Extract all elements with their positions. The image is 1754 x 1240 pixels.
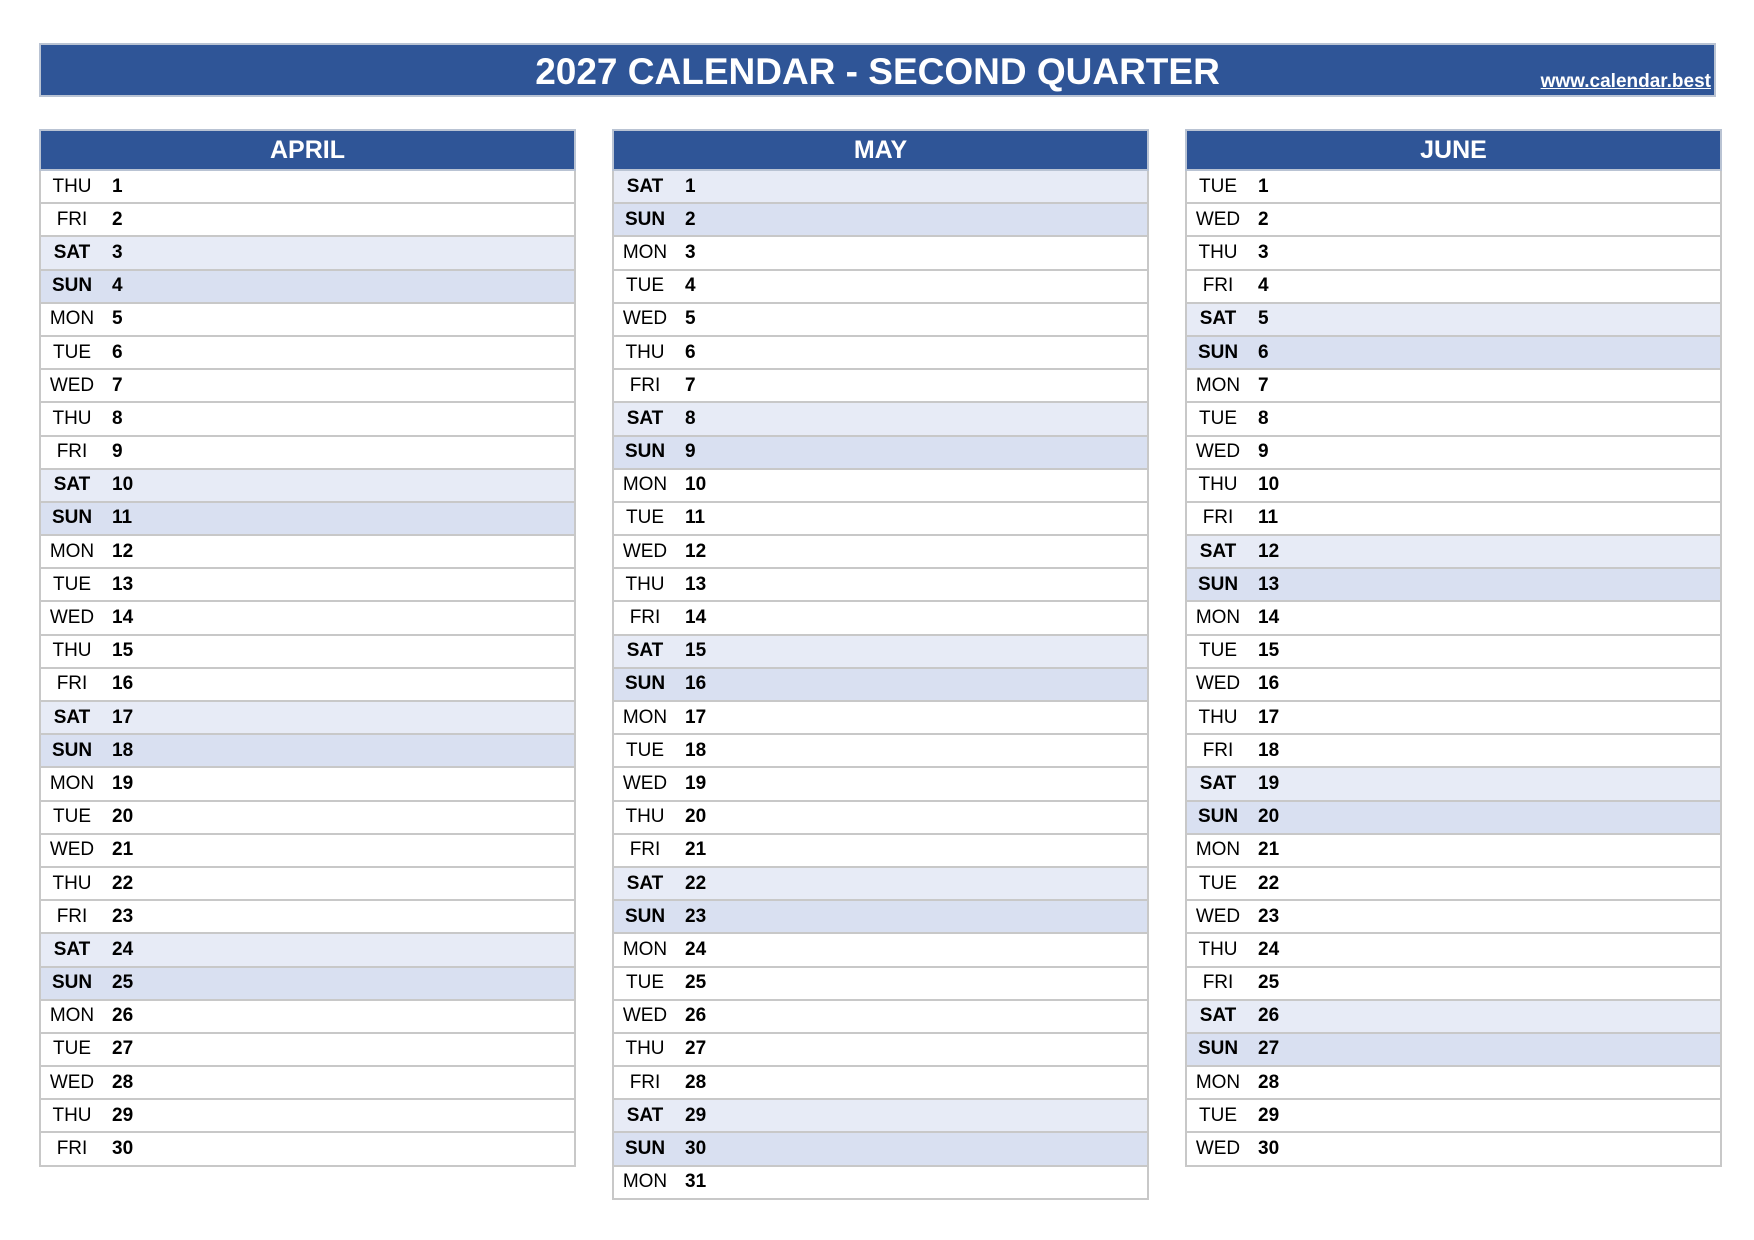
day-of-week: THU	[1198, 938, 1238, 960]
day-of-week: TUE	[1199, 1104, 1237, 1126]
day-number: 25	[1258, 972, 1280, 994]
day-row	[612, 304, 1149, 337]
day-of-week: SUN	[1197, 341, 1239, 363]
day-row	[39, 271, 576, 304]
day-row	[39, 237, 576, 270]
day-row	[612, 868, 1149, 901]
day-row	[1185, 669, 1722, 702]
day-of-week: THU	[52, 175, 92, 197]
day-row	[612, 735, 1149, 768]
day-row	[39, 669, 576, 702]
day-number: 28	[1258, 1071, 1280, 1093]
day-row	[39, 437, 576, 470]
day-number: 18	[1258, 739, 1280, 761]
day-of-week: FRI	[629, 374, 661, 396]
day-row	[1185, 1067, 1722, 1100]
day-number: 3	[1258, 241, 1269, 263]
day-row	[612, 835, 1149, 868]
day-row	[612, 636, 1149, 669]
day-of-week: SAT	[626, 640, 664, 662]
day-row	[1185, 702, 1722, 735]
day-number: 4	[685, 275, 696, 297]
day-number: 19	[1258, 772, 1280, 794]
day-of-week: FRI	[1202, 275, 1234, 297]
day-of-week: WED	[1195, 905, 1241, 927]
day-of-week: SAT	[1199, 540, 1237, 562]
day-row	[39, 835, 576, 868]
day-of-week: WED	[1195, 441, 1241, 463]
day-row	[39, 735, 576, 768]
day-number: 29	[1258, 1104, 1280, 1126]
day-of-week: SUN	[1197, 1038, 1239, 1060]
day-row	[1185, 835, 1722, 868]
day-row	[1185, 204, 1722, 237]
day-of-week: THU	[625, 806, 665, 828]
day-number: 26	[1258, 1005, 1280, 1027]
day-number: 17	[112, 706, 134, 728]
day-row	[39, 370, 576, 403]
day-row	[39, 636, 576, 669]
day-number: 1	[1258, 175, 1269, 197]
day-of-week: FRI	[56, 673, 88, 695]
day-of-week: TUE	[53, 573, 91, 595]
day-row	[612, 204, 1149, 237]
day-row	[1185, 569, 1722, 602]
day-number: 12	[1258, 540, 1280, 562]
day-of-week: FRI	[1202, 972, 1234, 994]
day-of-week: TUE	[53, 1038, 91, 1060]
day-of-week: SUN	[624, 1138, 666, 1160]
day-number: 23	[685, 905, 707, 927]
day-number: 6	[1258, 341, 1269, 363]
day-of-week: THU	[1198, 706, 1238, 728]
day-row	[39, 569, 576, 602]
day-number: 5	[112, 308, 123, 330]
day-row	[1185, 602, 1722, 635]
day-number: 16	[685, 673, 707, 695]
day-number: 10	[112, 474, 134, 496]
day-of-week: WED	[622, 308, 668, 330]
day-row	[612, 901, 1149, 934]
day-of-week: MON	[622, 1171, 668, 1193]
day-row	[612, 171, 1149, 204]
day-number: 25	[685, 972, 707, 994]
day-of-week: MON	[622, 706, 668, 728]
month-header: MAY	[612, 129, 1149, 171]
day-number: 24	[685, 938, 707, 960]
day-number: 26	[685, 1005, 707, 1027]
day-row	[612, 370, 1149, 403]
day-row	[39, 968, 576, 1001]
day-of-week: WED	[622, 1005, 668, 1027]
day-number: 31	[685, 1171, 707, 1193]
day-row	[612, 470, 1149, 503]
day-number: 19	[112, 772, 134, 794]
day-of-week: SUN	[624, 208, 666, 230]
month-june	[1185, 129, 1722, 1167]
day-number: 2	[1258, 208, 1269, 230]
day-number: 12	[112, 540, 134, 562]
day-of-week: WED	[1195, 208, 1241, 230]
day-of-week: MON	[1195, 374, 1241, 396]
day-of-week: FRI	[1202, 507, 1234, 529]
day-row	[39, 1100, 576, 1133]
day-row	[39, 1067, 576, 1100]
day-number: 14	[1258, 607, 1280, 629]
day-number: 2	[112, 208, 123, 230]
day-number: 1	[112, 175, 123, 197]
site-link[interactable]: www.calendar.best	[1540, 71, 1711, 92]
day-number: 13	[112, 573, 134, 595]
day-of-week: SUN	[624, 673, 666, 695]
day-row	[39, 1034, 576, 1067]
day-row	[612, 237, 1149, 270]
day-of-week: TUE	[626, 972, 664, 994]
day-of-week: FRI	[56, 1138, 88, 1160]
day-of-week: TUE	[626, 739, 664, 761]
day-of-week: WED	[1195, 1138, 1241, 1160]
day-row	[612, 1100, 1149, 1133]
day-row	[1185, 237, 1722, 270]
day-row	[39, 470, 576, 503]
day-of-week: TUE	[1199, 872, 1237, 894]
day-of-week: THU	[52, 872, 92, 894]
day-row	[1185, 271, 1722, 304]
day-row	[39, 536, 576, 569]
day-row	[1185, 1001, 1722, 1034]
day-row	[612, 602, 1149, 635]
day-number: 29	[112, 1104, 134, 1126]
day-row	[612, 768, 1149, 801]
day-of-week: SUN	[51, 972, 93, 994]
day-of-week: TUE	[1199, 407, 1237, 429]
day-row	[612, 403, 1149, 436]
day-of-week: MON	[622, 474, 668, 496]
day-number: 1	[685, 175, 696, 197]
day-row	[1185, 337, 1722, 370]
day-number: 30	[1258, 1138, 1280, 1160]
day-number: 12	[685, 540, 707, 562]
day-of-week: THU	[625, 573, 665, 595]
day-of-week: FRI	[56, 208, 88, 230]
day-row	[1185, 370, 1722, 403]
day-number: 9	[1258, 441, 1269, 463]
day-row	[1185, 901, 1722, 934]
month-april	[39, 129, 576, 1167]
day-number: 10	[1258, 474, 1280, 496]
day-row	[612, 1001, 1149, 1034]
day-row	[1185, 536, 1722, 569]
day-of-week: MON	[622, 241, 668, 263]
day-number: 22	[1258, 872, 1280, 894]
day-number: 3	[685, 241, 696, 263]
day-row	[1185, 735, 1722, 768]
day-row	[612, 669, 1149, 702]
day-of-week: TUE	[1199, 640, 1237, 662]
day-number: 8	[685, 407, 696, 429]
day-row	[39, 702, 576, 735]
day-number: 2	[685, 208, 696, 230]
day-number: 27	[1258, 1038, 1280, 1060]
day-number: 28	[112, 1071, 134, 1093]
day-number: 30	[112, 1138, 134, 1160]
day-row	[39, 1133, 576, 1166]
day-row	[1185, 934, 1722, 967]
day-of-week: SAT	[1199, 772, 1237, 794]
day-number: 8	[1258, 407, 1269, 429]
day-of-week: SAT	[53, 241, 91, 263]
day-of-week: MON	[1195, 607, 1241, 629]
day-number: 15	[1258, 640, 1280, 662]
day-of-week: WED	[49, 1071, 95, 1093]
day-of-week: WED	[49, 607, 95, 629]
day-number: 15	[112, 640, 134, 662]
day-number: 13	[1258, 573, 1280, 595]
day-of-week: SAT	[626, 872, 664, 894]
day-row	[612, 437, 1149, 470]
day-number: 14	[112, 607, 134, 629]
day-of-week: TUE	[53, 806, 91, 828]
day-number: 8	[112, 407, 123, 429]
day-of-week: MON	[1195, 1071, 1241, 1093]
day-of-week: THU	[52, 640, 92, 662]
day-row	[39, 171, 576, 204]
day-of-week: WED	[49, 374, 95, 396]
day-row	[612, 802, 1149, 835]
day-number: 11	[1258, 507, 1279, 529]
day-of-week: MON	[49, 540, 95, 562]
day-row	[1185, 304, 1722, 337]
day-number: 26	[112, 1005, 134, 1027]
day-row	[1185, 768, 1722, 801]
day-row	[612, 271, 1149, 304]
day-row	[39, 868, 576, 901]
day-row	[39, 934, 576, 967]
day-of-week: FRI	[1202, 739, 1234, 761]
day-of-week: SUN	[51, 739, 93, 761]
day-of-week: SUN	[51, 275, 93, 297]
day-row	[612, 1067, 1149, 1100]
day-number: 23	[1258, 905, 1280, 927]
day-number: 9	[685, 441, 696, 463]
day-of-week: SAT	[1199, 308, 1237, 330]
day-row	[1185, 868, 1722, 901]
day-row	[1185, 1133, 1722, 1166]
day-row	[612, 702, 1149, 735]
day-of-week: FRI	[629, 839, 661, 861]
day-row	[1185, 1100, 1722, 1133]
day-of-week: WED	[1195, 673, 1241, 695]
day-of-week: MON	[49, 772, 95, 794]
day-of-week: TUE	[53, 341, 91, 363]
day-row	[39, 1001, 576, 1034]
day-number: 20	[112, 806, 134, 828]
day-number: 7	[1258, 374, 1269, 396]
day-number: 20	[1258, 806, 1280, 828]
day-row	[1185, 171, 1722, 204]
day-row	[612, 968, 1149, 1001]
day-row	[1185, 636, 1722, 669]
day-row	[39, 403, 576, 436]
day-of-week: SAT	[53, 938, 91, 960]
day-row	[39, 337, 576, 370]
day-row	[1185, 1034, 1722, 1067]
day-of-week: SAT	[1199, 1005, 1237, 1027]
day-number: 30	[685, 1138, 707, 1160]
day-of-week: FRI	[629, 607, 661, 629]
day-row	[39, 768, 576, 801]
day-row	[612, 1034, 1149, 1067]
day-number: 16	[1258, 673, 1280, 695]
day-of-week: SUN	[51, 507, 93, 529]
day-number: 6	[112, 341, 123, 363]
day-of-week: SAT	[53, 706, 91, 728]
day-row	[612, 934, 1149, 967]
day-row	[1185, 437, 1722, 470]
day-number: 27	[112, 1038, 134, 1060]
day-number: 16	[112, 673, 134, 695]
day-number: 17	[685, 706, 707, 728]
day-number: 13	[685, 573, 707, 595]
day-of-week: WED	[622, 540, 668, 562]
day-of-week: TUE	[626, 275, 664, 297]
day-number: 19	[685, 772, 707, 794]
day-of-week: SAT	[626, 407, 664, 429]
day-number: 24	[1258, 938, 1280, 960]
day-of-week: MON	[622, 938, 668, 960]
day-number: 29	[685, 1104, 707, 1126]
day-number: 22	[112, 872, 134, 894]
day-row	[1185, 403, 1722, 436]
day-number: 17	[1258, 706, 1280, 728]
day-row	[39, 304, 576, 337]
day-row	[1185, 503, 1722, 536]
day-row	[612, 503, 1149, 536]
day-row	[39, 204, 576, 237]
day-number: 14	[685, 607, 707, 629]
day-number: 3	[112, 241, 123, 263]
day-of-week: SAT	[626, 175, 664, 197]
day-number: 7	[112, 374, 123, 396]
day-number: 23	[112, 905, 134, 927]
day-of-week: WED	[49, 839, 95, 861]
day-number: 28	[685, 1071, 707, 1093]
day-number: 5	[1258, 308, 1269, 330]
day-number: 7	[685, 374, 696, 396]
day-number: 9	[112, 441, 123, 463]
day-number: 5	[685, 308, 696, 330]
day-of-week: MON	[49, 1005, 95, 1027]
day-of-week: MON	[1195, 839, 1241, 861]
day-row	[39, 602, 576, 635]
day-of-week: SUN	[624, 905, 666, 927]
day-of-week: THU	[625, 341, 665, 363]
day-row	[1185, 968, 1722, 1001]
day-number: 15	[685, 640, 707, 662]
day-row	[612, 1167, 1149, 1200]
day-of-week: THU	[52, 1104, 92, 1126]
day-row	[1185, 470, 1722, 503]
day-of-week: SAT	[626, 1104, 664, 1126]
day-number: 18	[112, 739, 134, 761]
day-number: 20	[685, 806, 707, 828]
day-number: 18	[685, 739, 707, 761]
day-number: 21	[1258, 839, 1280, 861]
day-of-week: FRI	[629, 1071, 661, 1093]
day-of-week: TUE	[1199, 175, 1237, 197]
day-of-week: FRI	[56, 905, 88, 927]
day-number: 4	[1258, 275, 1269, 297]
day-of-week: MON	[49, 308, 95, 330]
month-header: APRIL	[39, 129, 576, 171]
day-number: 4	[112, 275, 123, 297]
day-number: 11	[112, 507, 133, 529]
day-of-week: THU	[625, 1038, 665, 1060]
day-of-week: SUN	[1197, 573, 1239, 595]
day-number: 6	[685, 341, 696, 363]
day-row	[39, 802, 576, 835]
day-row	[39, 901, 576, 934]
day-of-week: TUE	[626, 507, 664, 529]
day-of-week: SUN	[1197, 806, 1239, 828]
day-row	[39, 503, 576, 536]
day-of-week: FRI	[56, 441, 88, 463]
day-number: 10	[685, 474, 707, 496]
day-number: 25	[112, 972, 134, 994]
page-title: 2027 CALENDAR - SECOND QUARTER	[535, 51, 1220, 92]
day-number: 21	[112, 839, 134, 861]
day-of-week: THU	[52, 407, 92, 429]
day-of-week: WED	[622, 772, 668, 794]
month-header: JUNE	[1185, 129, 1722, 171]
day-of-week: THU	[1198, 474, 1238, 496]
day-number: 27	[685, 1038, 707, 1060]
day-number: 24	[112, 938, 134, 960]
day-row	[612, 536, 1149, 569]
day-number: 22	[685, 872, 707, 894]
day-row	[612, 337, 1149, 370]
day-of-week: THU	[1198, 241, 1238, 263]
day-of-week: SUN	[624, 441, 666, 463]
day-row	[612, 1133, 1149, 1166]
day-number: 21	[685, 839, 707, 861]
day-of-week: SAT	[53, 474, 91, 496]
day-number: 11	[685, 507, 706, 529]
day-row	[612, 569, 1149, 602]
day-row	[1185, 802, 1722, 835]
month-may	[612, 129, 1149, 1200]
calendar-title-bar	[39, 43, 1716, 97]
